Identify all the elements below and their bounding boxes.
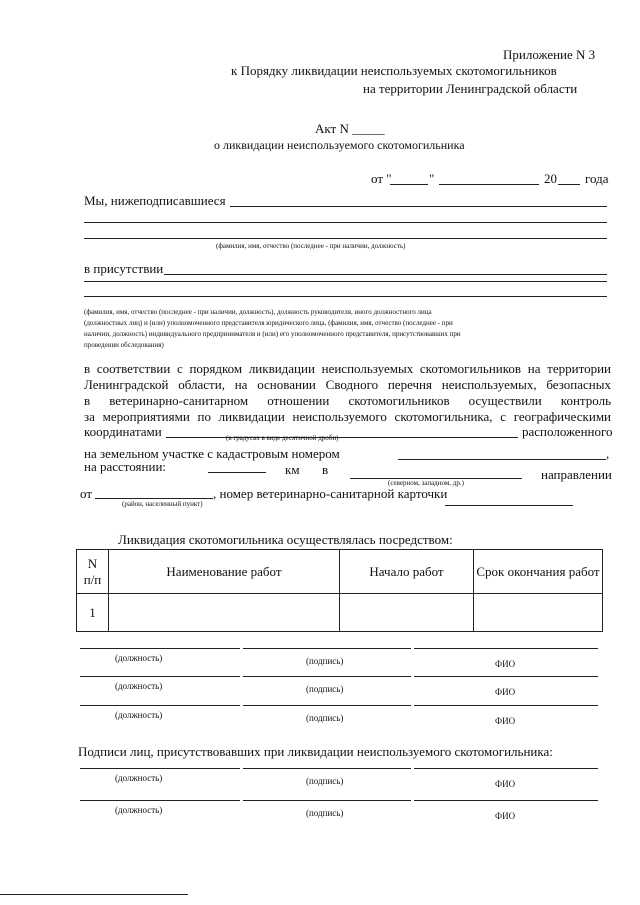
col-name-header: Наименование работ xyxy=(109,550,340,594)
body-line-3: в ветеринарно-санитарном отношении скотомогильников осуществили контроль xyxy=(84,393,611,408)
sig3-fio-line[interactable] xyxy=(414,705,598,706)
sig2-position-line[interactable] xyxy=(80,676,240,677)
sig4-position-line[interactable] xyxy=(80,768,240,769)
direction-note: (северном, западном, др.) xyxy=(388,479,464,487)
coords-label: координатами xyxy=(84,424,162,439)
row-1-name-cell[interactable] xyxy=(109,594,340,632)
row-1-end-cell[interactable] xyxy=(474,594,603,632)
presence-note-4: проведении обследования) xyxy=(84,341,164,349)
presence-line-1[interactable] xyxy=(164,274,607,275)
card-label: , номер ветеринарно-санитарной карточки xyxy=(213,486,448,501)
footnote-separator xyxy=(0,894,188,895)
sig3-signature-label: (подпись) xyxy=(306,713,344,723)
appendix-line-1: к Порядку ликвидации неиспользуемых скотомогильников xyxy=(231,63,557,78)
present-signatures-label: Подписи лиц, присутствовавших при ликвидации неиспользуемого скотомогильника: xyxy=(78,744,553,759)
sig5-fio-label: ФИО xyxy=(495,811,516,821)
sig4-fio-label: ФИО xyxy=(495,779,516,789)
liquidation-intro: Ликвидация скотомогильника осуществлялась посредством: xyxy=(118,532,453,547)
sig1-position-label: (должность) xyxy=(115,653,163,663)
distance-label: на расстоянии: xyxy=(84,459,167,474)
table-header-row xyxy=(77,550,603,594)
sig5-signature-line[interactable] xyxy=(243,800,411,801)
sig4-signature-line[interactable] xyxy=(243,768,411,769)
v-label: в xyxy=(322,462,329,477)
date-from: от " xyxy=(371,171,392,186)
sig4-fio-line[interactable] xyxy=(414,768,598,769)
presence-label: в присутствии xyxy=(84,261,164,276)
sig1-signature-line[interactable] xyxy=(243,648,411,649)
sig2-fio-label: ФИО xyxy=(495,687,516,697)
col-n-header xyxy=(77,550,109,594)
body-line-1: в соответствии с порядком ликвидации неиспользуемых скотомогильников на территории xyxy=(84,361,611,376)
table-row xyxy=(77,594,603,632)
presence-line-2[interactable] xyxy=(84,281,607,282)
km-label: км xyxy=(285,462,300,477)
sig2-signature-line[interactable] xyxy=(243,676,411,677)
col-n-line-1: N xyxy=(87,555,98,571)
sig5-fio-line[interactable] xyxy=(414,800,598,801)
presence-note-1: (фамилия, имя, отчество (последнее - при наличии, должность), должность руководителя, иного должностного лица xyxy=(84,308,432,316)
col-n-line-2: п/п xyxy=(83,571,102,587)
col-start-header: Начало работ xyxy=(340,550,474,594)
sig1-position-line[interactable] xyxy=(80,648,240,649)
works-table xyxy=(76,549,603,632)
signers-note: (фамилия, имя, отчество (последнее - при наличии, должность) xyxy=(216,242,406,250)
signers-line-2[interactable] xyxy=(84,222,607,223)
sig5-position-line[interactable] xyxy=(80,800,240,801)
date-day-line[interactable] xyxy=(390,184,428,185)
sig3-signature-line[interactable] xyxy=(243,705,411,706)
sig5-position-label: (должность) xyxy=(115,805,163,815)
sig2-signature-label: (подпись) xyxy=(306,684,344,694)
date-year-word: года xyxy=(585,171,609,186)
coords-line[interactable] xyxy=(166,437,518,438)
cadastral-line[interactable] xyxy=(398,459,606,460)
row-1-start-cell[interactable] xyxy=(340,594,474,632)
card-number-line[interactable] xyxy=(445,505,573,506)
signers-line-1[interactable] xyxy=(230,206,607,207)
from-note: (район, населенный пункт) xyxy=(122,500,203,508)
direction-word: направлении xyxy=(541,467,612,482)
plot-comma: , xyxy=(606,446,610,461)
presence-note-3: наличии, должность) индивидуального предпринимателя и (или) его уполномоченного представителя, присутствовавших при xyxy=(84,330,461,338)
signers-line-3[interactable] xyxy=(84,238,607,239)
plot-label: на земельном участке с кадастровым номером xyxy=(84,446,340,461)
sig1-signature-label: (подпись) xyxy=(306,656,344,666)
coords-note: (в градусах в виде десятичной дроби) xyxy=(226,434,339,442)
col-end-header: Срок окончания работ xyxy=(474,550,603,594)
act-subtitle: о ликвидации неиспользуемого скотомогильника xyxy=(214,138,465,152)
body-line-4: за мероприятиями по ликвидации неиспользуемого скотомогильника, с географическими xyxy=(84,409,611,424)
date-close-quote: " xyxy=(429,171,435,186)
date-twenty: 20 xyxy=(544,171,557,186)
sig2-fio-line[interactable] xyxy=(414,676,598,677)
body-line-2: Ленинградской области, на основании Сводного перечня неиспользуемых, безопасных xyxy=(84,377,611,392)
date-month-line[interactable] xyxy=(439,184,539,185)
sig1-fio-line[interactable] xyxy=(414,648,598,649)
sig3-fio-label: ФИО xyxy=(495,716,516,726)
presence-note-2: (должностных лиц) и (или) уполномоченного представителя юридического лица, (фамилия, имя, отчество (последнее - при xyxy=(84,319,453,327)
sig2-position-label: (должность) xyxy=(115,681,163,691)
from-label: от xyxy=(80,486,93,501)
located-word: расположенного xyxy=(522,424,613,439)
row-1-number: 1 xyxy=(77,594,109,632)
sig3-position-line[interactable] xyxy=(80,705,240,706)
signers-label: Мы, нижеподписавшиеся xyxy=(84,193,226,208)
act-title: Акт N _____ xyxy=(315,121,385,136)
appendix-line-2: на территории Ленинградской области xyxy=(363,81,578,96)
date-year-line[interactable] xyxy=(558,184,580,185)
presence-line-3[interactable] xyxy=(84,296,607,297)
sig3-position-label: (должность) xyxy=(115,710,163,720)
from-place-line[interactable] xyxy=(95,498,213,499)
appendix-number: Приложение N 3 xyxy=(503,47,596,62)
sig1-fio-label: ФИО xyxy=(495,659,516,669)
sig5-signature-label: (подпись) xyxy=(306,808,344,818)
sig4-signature-label: (подпись) xyxy=(306,776,344,786)
sig4-position-label: (должность) xyxy=(115,773,163,783)
distance-km-line[interactable] xyxy=(208,472,266,473)
